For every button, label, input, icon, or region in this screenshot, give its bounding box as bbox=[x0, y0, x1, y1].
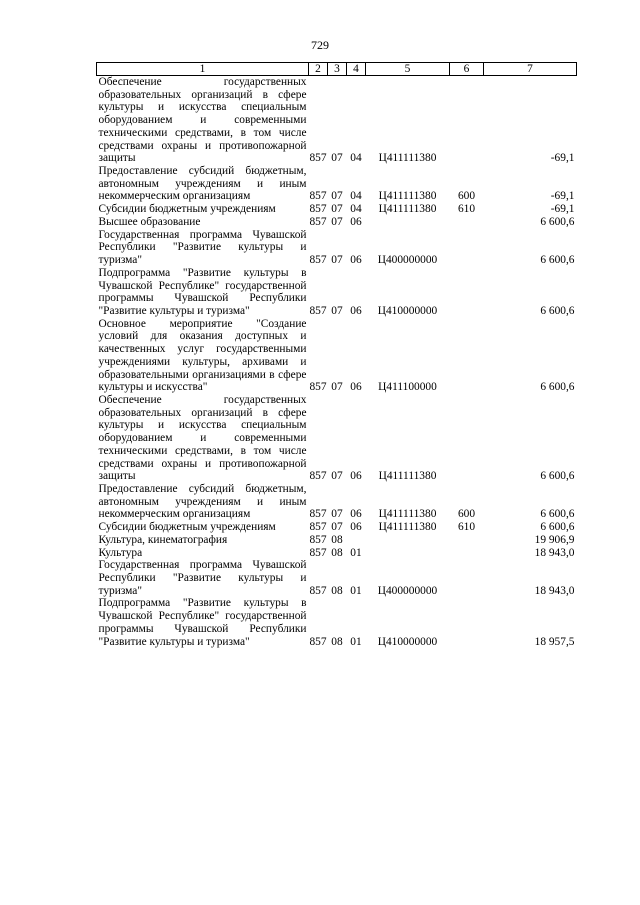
row-name: Подпрограмма "Развитие культуры в Чувашской Республике" государственной программы Чувашской Республики "Развитие культуры и туризма" bbox=[98, 266, 307, 317]
row-sum: -69,1 bbox=[550, 152, 575, 165]
row-section: 07 bbox=[331, 152, 343, 165]
row-subsection bbox=[347, 534, 366, 547]
row-grbs: 857 bbox=[309, 190, 327, 203]
row-target-article: Ц411111380 bbox=[378, 470, 437, 483]
column-header: 4 bbox=[347, 63, 366, 76]
row-name: Подпрограмма "Развитие культуры в Чувашской Республике" государственной программы Чувашской Республики "Развитие культуры и туризма" bbox=[98, 597, 307, 648]
column-header: 3 bbox=[328, 63, 347, 76]
row-name: Обеспечение государственных образовательных организаций в сфере культуры и искусства специальным оборудованием и современными техническими средствами, в том числе средствами охраны и противопожарной защиты bbox=[98, 76, 307, 165]
row-grbs: 857 bbox=[309, 635, 327, 648]
table-row bbox=[97, 165, 577, 203]
row-grbs: 857 bbox=[309, 470, 327, 483]
row-subsection: 06 bbox=[350, 470, 362, 483]
row-sum: 6 600,6 bbox=[540, 508, 575, 521]
row-target-article: Ц411111380 bbox=[378, 521, 437, 534]
budget-table bbox=[96, 62, 577, 648]
row-section: 08 bbox=[331, 584, 343, 597]
table-row bbox=[97, 547, 577, 560]
row-sum: -69,1 bbox=[550, 190, 575, 203]
row-name: Субсидии бюджетным учреждениям bbox=[98, 521, 276, 534]
row-target-article: Ц410000000 bbox=[377, 635, 438, 648]
row-subsection: 04 bbox=[350, 152, 362, 165]
table-row bbox=[97, 559, 577, 597]
row-grbs: 857 bbox=[309, 152, 327, 165]
row-grbs: 857 bbox=[309, 381, 327, 394]
row-subsection: 06 bbox=[350, 508, 362, 521]
row-name: Субсидии бюджетным учреждениям bbox=[98, 203, 276, 216]
row-target-article bbox=[366, 547, 450, 560]
row-sum: 6 600,6 bbox=[540, 470, 575, 483]
row-grbs: 857 bbox=[309, 304, 327, 317]
row-target-article: Ц411111380 bbox=[378, 190, 437, 203]
row-grbs: 857 bbox=[309, 508, 327, 521]
row-subsection: 06 bbox=[350, 215, 362, 228]
column-header: 6 bbox=[450, 63, 484, 76]
row-target-article: Ц411111380 bbox=[378, 152, 437, 165]
row-section: 07 bbox=[331, 215, 343, 228]
row-section: 07 bbox=[331, 470, 343, 483]
table-row bbox=[97, 76, 577, 166]
row-sum: 18 957,5 bbox=[534, 635, 575, 648]
row-target-article: Ц410000000 bbox=[377, 304, 438, 317]
row-name: Предоставление субсидий бюджетным, автономным учреждениям и иным некоммерческим организациям bbox=[98, 165, 307, 203]
table-row bbox=[97, 534, 577, 547]
row-subsection: 06 bbox=[350, 521, 362, 534]
row-name: Высшее образование bbox=[98, 215, 201, 228]
row-target-article: Ц400000000 bbox=[377, 584, 438, 597]
row-expense-type: 600 bbox=[457, 190, 476, 203]
row-subsection: 04 bbox=[350, 190, 362, 203]
row-expense-type bbox=[450, 229, 484, 267]
row-expense-type bbox=[450, 318, 484, 394]
row-name: Предоставление субсидий бюджетным, автономным учреждениям и иным некоммерческим организациям bbox=[98, 483, 307, 521]
row-expense-type bbox=[450, 394, 484, 483]
row-grbs: 857 bbox=[309, 584, 327, 597]
row-section: 07 bbox=[331, 304, 343, 317]
row-subsection: 06 bbox=[350, 304, 362, 317]
row-expense-type bbox=[450, 76, 484, 166]
row-section: 07 bbox=[331, 203, 343, 216]
row-expense-type bbox=[450, 267, 484, 318]
row-grbs: 857 bbox=[309, 215, 327, 228]
row-sum: 19 906,9 bbox=[534, 533, 575, 546]
row-expense-type bbox=[450, 547, 484, 560]
row-expense-type: 600 bbox=[457, 508, 476, 521]
column-header: 5 bbox=[366, 63, 450, 76]
row-section: 08 bbox=[331, 546, 343, 559]
row-sum: 6 600,6 bbox=[540, 304, 575, 317]
row-name: Обеспечение государственных образовательных организаций в сфере культуры и искусства специальным оборудованием и современными техническими средствами, в том числе средствами охраны и противопожарной защиты bbox=[98, 393, 307, 483]
table-row bbox=[97, 597, 577, 648]
row-section: 07 bbox=[331, 508, 343, 521]
row-subsection: 06 bbox=[350, 381, 362, 394]
row-expense-type: 610 bbox=[457, 203, 476, 216]
table-row bbox=[97, 229, 577, 267]
row-target-article: Ц411100000 bbox=[378, 381, 437, 394]
page-number: 729 bbox=[311, 38, 329, 52]
row-target-article bbox=[366, 534, 450, 547]
row-target-article: Ц400000000 bbox=[377, 254, 438, 267]
row-sum: 6 600,6 bbox=[540, 521, 575, 534]
row-subsection: 01 bbox=[350, 584, 362, 597]
column-header: 7 bbox=[484, 63, 577, 76]
row-section: 07 bbox=[331, 381, 343, 394]
row-name: Культура bbox=[98, 546, 143, 559]
table-row bbox=[97, 318, 577, 394]
row-name: Культура, кинематография bbox=[98, 533, 228, 546]
row-expense-type bbox=[450, 216, 484, 229]
row-expense-type bbox=[450, 597, 484, 648]
row-sum: 6 600,6 bbox=[540, 215, 575, 228]
row-section: 07 bbox=[331, 190, 343, 203]
row-sum: -69,1 bbox=[550, 203, 575, 216]
row-name: Основное мероприятие "Создание условий для оказания доступных и качественных услуг государственными учреждениями культуры, архивами и образовательными организациями в сфере культуры и искусства" bbox=[98, 317, 307, 394]
column-header: 2 bbox=[309, 63, 328, 76]
row-sum: 6 600,6 bbox=[540, 254, 575, 267]
row-grbs: 857 bbox=[309, 546, 327, 559]
row-expense-type: 610 bbox=[457, 521, 476, 534]
row-target-article bbox=[366, 216, 450, 229]
row-sum: 18 943,0 bbox=[534, 546, 575, 559]
row-expense-type bbox=[450, 559, 484, 597]
row-section: 07 bbox=[331, 254, 343, 267]
table-row bbox=[97, 394, 577, 483]
row-subsection: 01 bbox=[350, 635, 362, 648]
row-name: Государственная программа Чувашской Республики "Развитие культуры и туризма" bbox=[98, 559, 307, 597]
row-grbs: 857 bbox=[309, 533, 327, 546]
row-sum: 18 943,0 bbox=[534, 584, 575, 597]
row-sum: 6 600,6 bbox=[540, 381, 575, 394]
table-row bbox=[97, 216, 577, 229]
row-target-article: Ц411111380 bbox=[378, 203, 437, 216]
row-grbs: 857 bbox=[309, 521, 327, 534]
table-row bbox=[97, 203, 577, 216]
row-name: Государственная программа Чувашской Республики "Развитие культуры и туризма" bbox=[98, 228, 307, 267]
row-section: 08 bbox=[331, 533, 343, 546]
row-grbs: 857 bbox=[309, 203, 327, 216]
row-expense-type bbox=[450, 534, 484, 547]
column-header: 1 bbox=[97, 63, 309, 76]
row-grbs: 857 bbox=[309, 254, 327, 267]
row-section: 08 bbox=[331, 635, 343, 648]
row-subsection: 01 bbox=[350, 546, 362, 559]
row-section: 07 bbox=[331, 521, 343, 534]
column-numbers-row bbox=[97, 63, 577, 76]
row-target-article: Ц411111380 bbox=[378, 508, 437, 521]
table-row bbox=[97, 483, 577, 521]
table-row bbox=[97, 267, 577, 318]
row-subsection: 06 bbox=[350, 254, 362, 267]
table-row bbox=[97, 521, 577, 534]
row-subsection: 04 bbox=[350, 203, 362, 216]
